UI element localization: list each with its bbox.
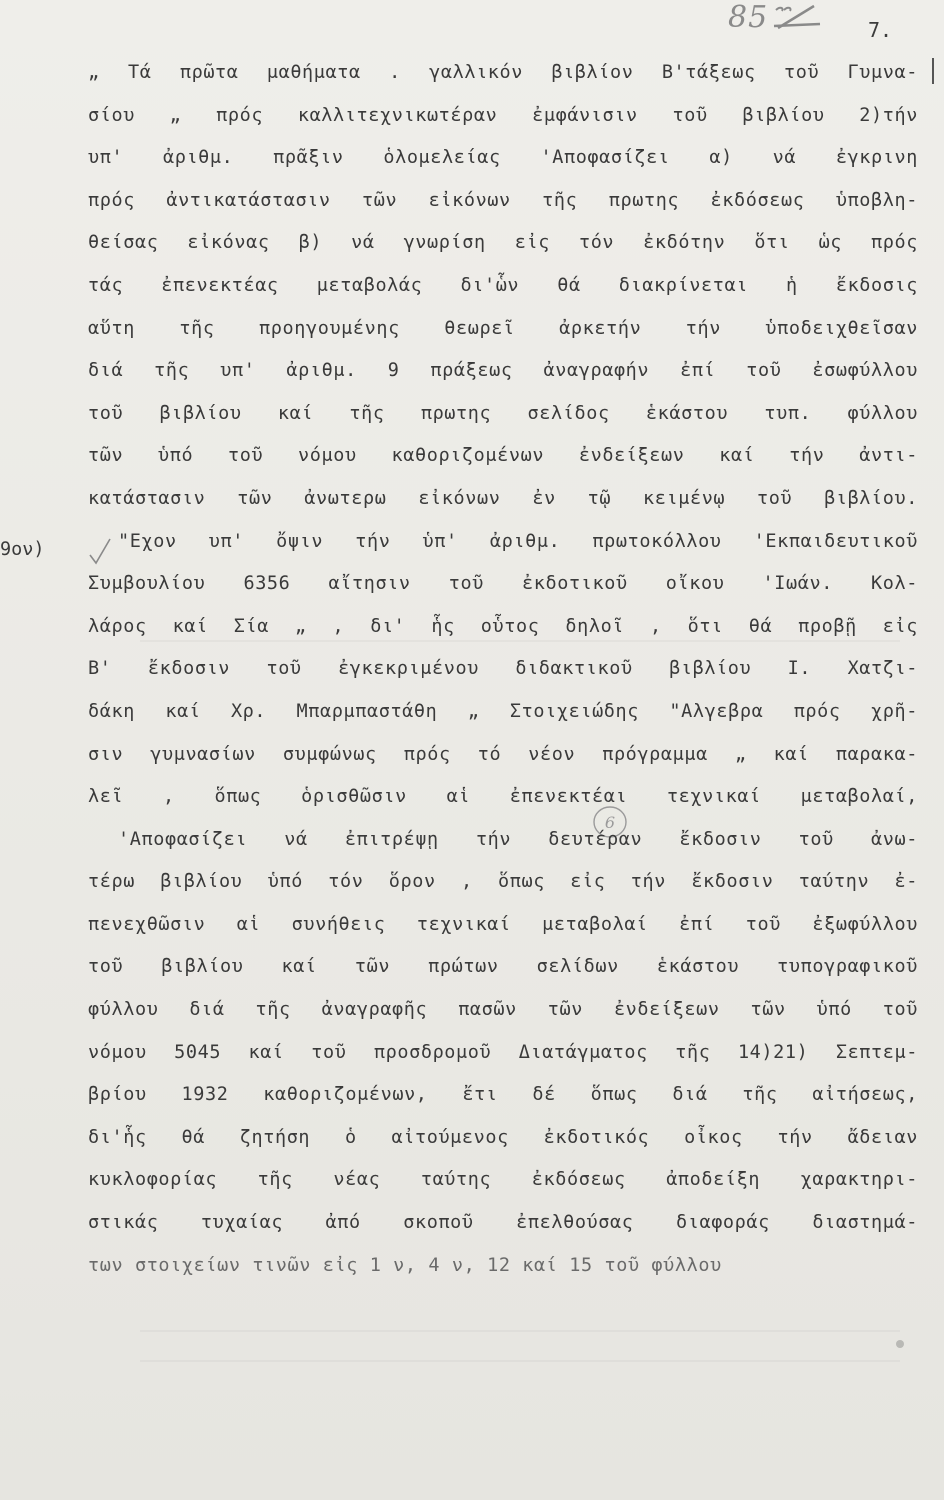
text-line: σίου „ πρός καλλιτεχνικωτέραν ἐμφάνισιν τοῦ βιβλίου 2)τήν <box>88 104 918 126</box>
text-line: "Εχον υπ' ὄψιν τήν ὑπ' ἀριθμ. πρωτοκόλλου 'Εκπαιδευτικοῦ <box>118 530 918 552</box>
handwritten-slash-mark <box>770 2 824 32</box>
text-line: των στοιχείων τινῶν εἰς 1 ν, 4 ν, 12 καί 15 τοῦ φύλλου <box>88 1254 722 1276</box>
bleed-through-line <box>140 1330 900 1332</box>
handwritten-page-number: 85 <box>728 0 769 35</box>
text-line: πενεχθῶσιν αἱ συνήθεις τεχνικαί μεταβολαί ἐπί τοῦ ἐξωφύλλου <box>88 913 918 935</box>
text-line: αὕτη τῆς προηγουμένης θεωρεῖ ἀρκετήν τήν ὑποδειχθεῖσαν <box>88 317 918 339</box>
paper-spot <box>896 1340 904 1348</box>
text-line: „ Τά πρῶτα μαθήματα . γαλλικόν βιβλίον Β'τάξεως τοῦ Γυμνα- <box>88 62 918 83</box>
text-line: τάς ἐπενεκτέας μεταβολάς δι'ὧν θά διακρίνεται ἡ ἔκδοσις <box>88 274 918 296</box>
text-line: σιν γυμνασίων συμφώνως πρός τό νέον πρόγραμμα „ καί παρακα- <box>88 743 918 765</box>
text-line: νόμου 5045 καί τοῦ προσδρομοῦ Διατάγματος τῆς 14)21) Σεπτεμ- <box>88 1041 918 1063</box>
text-line: 'Αποφασίζει νά ἐπιτρέψῃ τήν δευτέραν ἔκδοσιν τοῦ ἀνω- <box>118 828 918 850</box>
typewritten-body <box>88 52 918 1287</box>
text-line: τοῦ βιβλίου καί τῆς πρωτης σελίδος ἑκάστου τυπ. φύλλου <box>88 402 918 424</box>
text-line: στικάς τυχαίας ἀπό σκοποῦ ἐπελθούσας διαφοράς διαστημά- <box>88 1212 918 1234</box>
text-line: πρός ἀντικατάστασιν τῶν εἰκόνων τῆς πρωτης ἐκδόσεως ὑποβλη- <box>88 189 918 211</box>
text-line: τῶν ὑπό τοῦ νόμου καθοριζομένων ἐνδείξεων καί τήν ἀντι- <box>88 445 918 467</box>
text-line: κατάστασιν τῶν ἀνωτερω εἰκόνων ἐν τῷ κειμένῳ τοῦ βιβλίου. <box>88 487 918 509</box>
item-number-label: 9ον) <box>0 539 45 560</box>
text-line: υπ' ἀριθμ. πρᾶξιν ὁλομελείας 'Αποφασίζει α) νά ἐγκρινη <box>88 147 918 169</box>
text-line: Συμβουλίου 6356 αἴτησιν τοῦ ἐκδοτικοῦ οἴκου 'Ιωάν. Κολ- <box>88 573 918 595</box>
text-line: δι'ἧς θά ζητήση ὁ αἰτούμενος ἐκδοτικός οἶκος τήν ἄδειαν <box>88 1126 918 1148</box>
bleed-through-line <box>140 1360 900 1362</box>
text-line: λάρος καί Σία „ , δι' ἧς οὗτος δηλοῖ , ὅτι θά προβῇ εἰς <box>88 615 918 637</box>
text-line: θείσας εἰκόνας β) νά γνωρίση εἰς τόν ἐκδότην ὅτι ὡς πρός <box>88 232 918 254</box>
text-line: βρίου 1932 καθοριζομένων, ἔτι δέ ὅπως διά τῆς αἰτήσεως, <box>88 1084 918 1106</box>
circled-number-text: 6 <box>604 813 616 832</box>
text-line: δάκη καί Χρ. Μπαρμπαστάθη „ Στοιχειώδης "Αλγεβρα πρός χρῆ- <box>88 700 918 722</box>
text-line: λεῖ , ὅπως ὁρισθῶσιν αἱ ἐπενεκτέαι τεχνικαί μεταβολαί, <box>88 786 918 808</box>
text-line: τοῦ βιβλίου καί τῶν πρώτων σελίδων ἑκάστου τυπογραφικοῦ <box>88 956 918 978</box>
text-line: τέρω βιβλίου ὑπό τόν ὅρον , ὅπως εἰς τήν ἔκδοσιν ταύτην ἐ- <box>88 871 918 893</box>
text-line: Β' ἔκδοσιν τοῦ ἐγκεκριμένου διδακτικοῦ βιβλίου Ι. Χατζι- <box>88 658 918 680</box>
margin-mark <box>932 58 934 84</box>
text-line: φύλλου διά τῆς ἀναγραφῆς πασῶν τῶν ἐνδείξεων τῶν ὑπό τοῦ <box>88 999 918 1021</box>
page-number: 7. <box>868 18 893 42</box>
text-line: κυκλοφορίας τῆς νέας ταύτης ἐκδόσεως ἀποδείξη χαρακτηρι- <box>88 1169 918 1191</box>
text-line: διά τῆς υπ' ἀριθμ. 9 πράξεως ἀναγραφήν ἐπί τοῦ ἐσωφύλλου <box>88 360 918 382</box>
